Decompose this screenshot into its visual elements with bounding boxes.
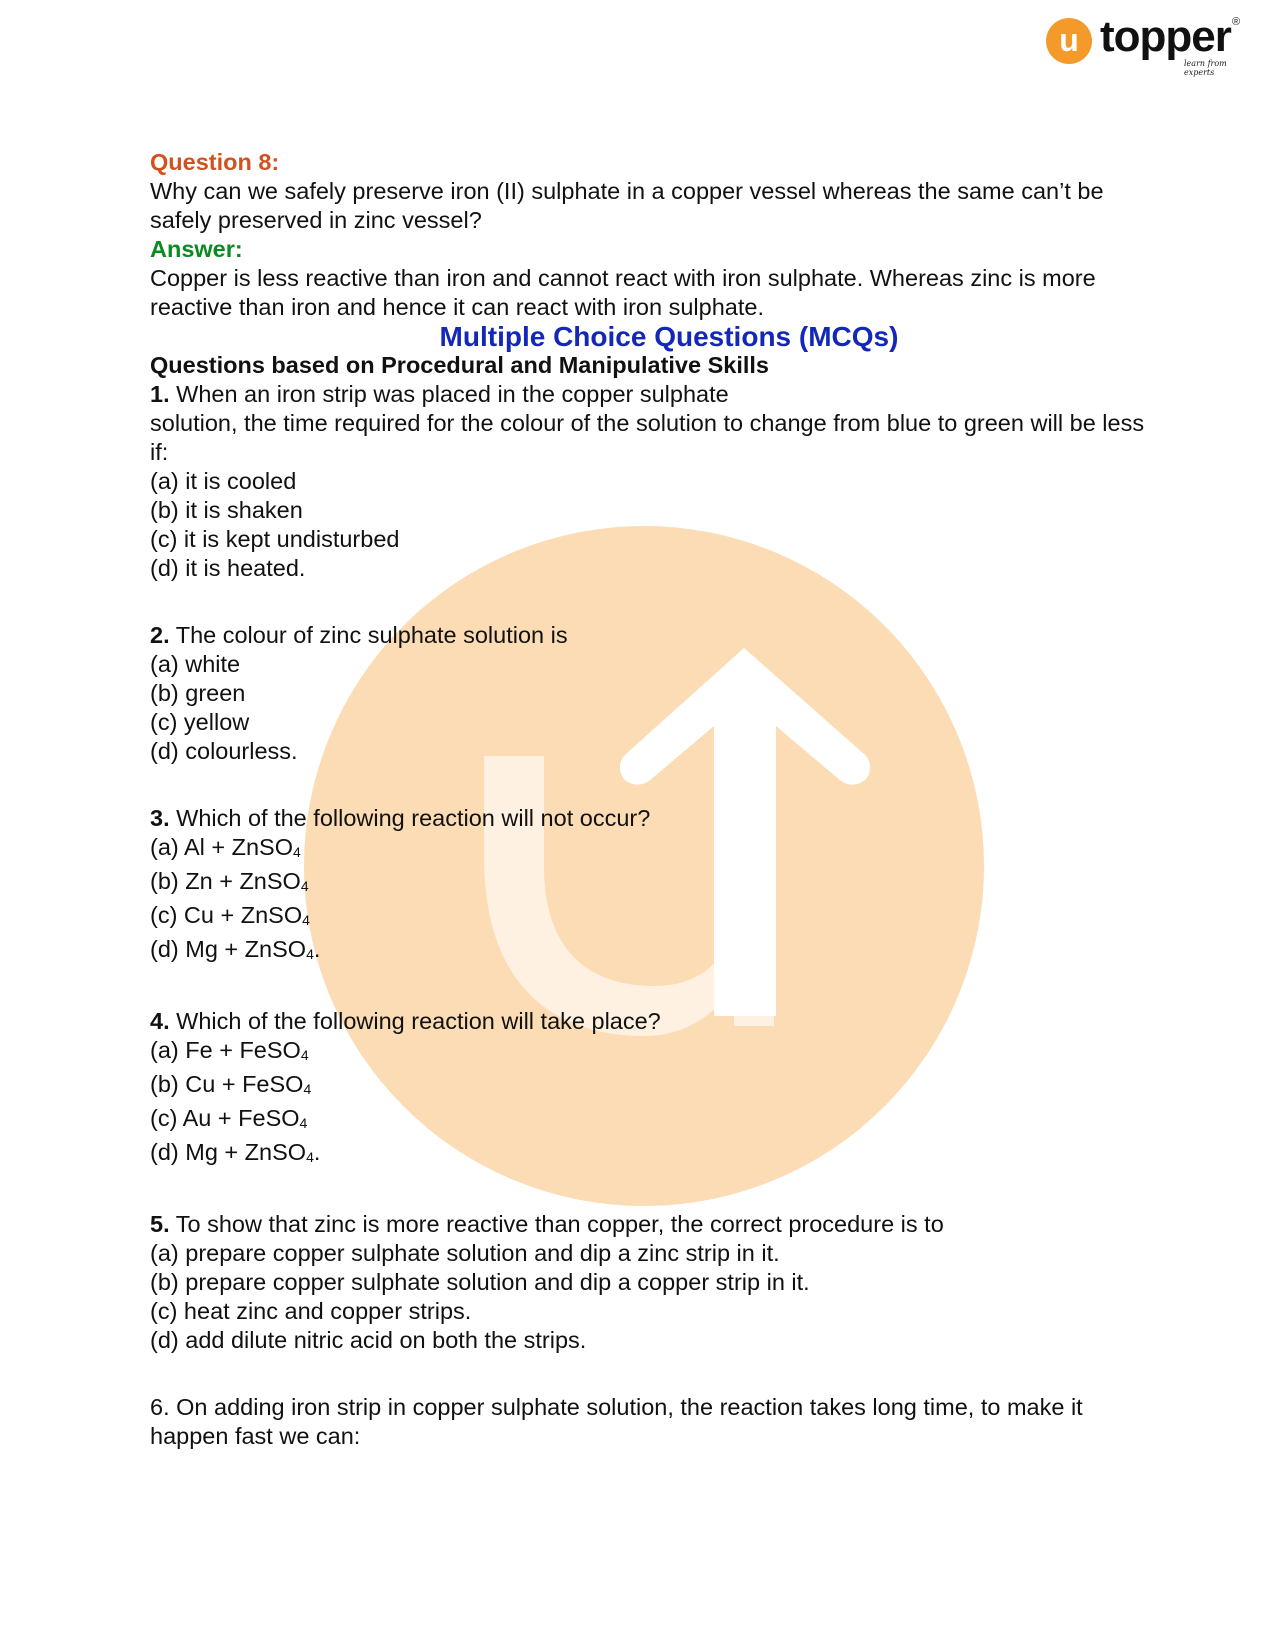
question-text: Which of the following reaction will take place? [176,1008,661,1034]
question-number: 6. [150,1394,170,1420]
question-number: 5. [150,1211,170,1237]
option-d: (d) Mg + ZnSO$_4$. [150,1139,321,1165]
mcq-question-5 [150,1210,1150,1355]
question-number: 1. [150,381,170,407]
option-c: (c) Cu + ZnSO$_4$ [150,902,310,928]
question-8-label: Question 8: [150,149,280,175]
option-d: (d) colourless. [150,738,298,764]
option-b: (b) Zn + ZnSO$_4$ [150,868,309,894]
mcq-question-1 [150,380,1150,583]
question-text: On adding iron strip in copper sulphate solution, the reaction takes long time, to make it happen fast we can: [150,1394,1083,1449]
question-text: When an iron strip was placed in the copper sulphate [176,381,729,407]
mcq-question-4 [150,1007,1150,1172]
question-text: The colour of zinc sulphate solution is [175,622,568,648]
answer-text: Copper is less reactive than iron and cannot react with iron sulphate. Whereas zinc is more reactive than iron and hence it can react with iron sulphate. [150,265,1096,320]
section-title: Questions based on Procedural and Manipulative Skills [150,352,769,378]
mcq-question-3 [150,804,1150,969]
option-c: (c) yellow [150,709,250,735]
option-a: (a) prepare copper sulphate solution and dip a zinc strip in it. [150,1240,780,1266]
registered-mark: ® [1232,16,1241,28]
option-a: (a) it is cooled [150,468,297,494]
logo-tagline: learn from experts [1184,59,1227,77]
logo-wordmark: topper [1100,12,1231,61]
option-d: (d) Mg + ZnSO$_4$. [150,936,321,962]
option-a: (a) Fe + FeSO$_4$ [150,1037,309,1063]
question-number: 3. [150,805,170,831]
logo-u-mark: u [1046,18,1092,64]
page-content [150,148,1150,1451]
option-d: (d) add dilute nitric acid on both the strips. [150,1327,587,1353]
option-d: (d) it is heated. [150,555,306,581]
option-a: (a) white [150,651,241,677]
option-c: (c) it is kept undisturbed [150,526,400,552]
brand-logo [1046,12,1246,77]
mcq-question-2 [150,621,1150,766]
option-c: (c) heat zinc and copper strips. [150,1298,472,1324]
option-b: (b) it is shaken [150,497,303,523]
question-text: Which of the following reaction will not occur? [176,805,651,831]
option-b: (b) Cu + FeSO$_4$ [150,1071,312,1097]
option-b: (b) green [150,680,246,706]
question-number: 4. [150,1008,170,1034]
question-8-text: Why can we safely preserve iron (II) sulphate in a copper vessel whereas the same can’t be safely preserved in zinc vessel? [150,178,1104,233]
question-text-continued: solution, the time required for the colour of the solution to change from blue to green will be less if: [150,410,1145,465]
mcq-question-6 [150,1393,1150,1451]
option-b: (b) prepare copper sulphate solution and dip a copper strip in it. [150,1269,810,1295]
answer-label: Answer: [150,236,243,262]
question-number: 2. [150,622,170,648]
question-text: To show that zinc is more reactive than copper, the correct procedure is to [175,1211,944,1237]
mcq-heading: Multiple Choice Questions (MCQs) [439,321,899,352]
option-c: (c) Au + FeSO$_4$ [150,1105,308,1131]
option-a: (a) Al + ZnSO$_4$ [150,834,301,860]
